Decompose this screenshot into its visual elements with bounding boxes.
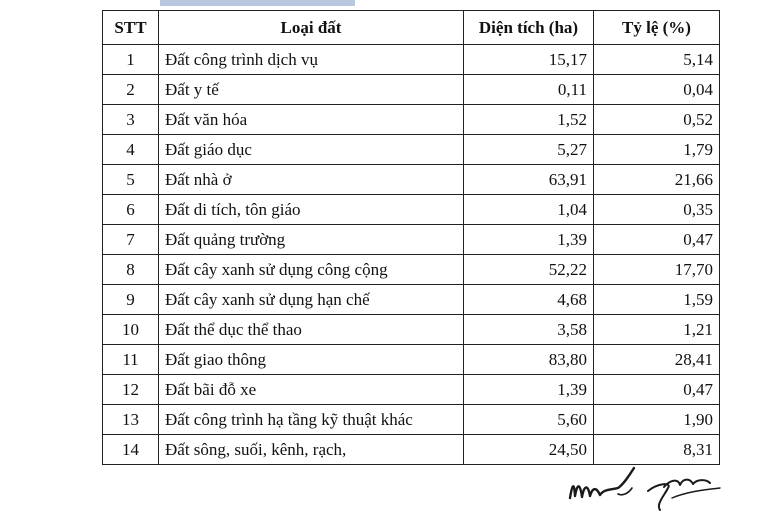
row-land-type: Đất giáo dục [159, 135, 464, 165]
row-stt: 8 [103, 255, 159, 285]
row-land-type: Đất nhà ở [159, 165, 464, 195]
row-land-type: Đất cây xanh sử dụng công cộng [159, 255, 464, 285]
row-area: 1,39 [464, 225, 594, 255]
row-land-type: Đất công trình dịch vụ [159, 45, 464, 75]
row-land-type: Đất cây xanh sử dụng hạn chế [159, 285, 464, 315]
row-stt: 6 [103, 195, 159, 225]
row-area: 1,04 [464, 195, 594, 225]
row-stt: 14 [103, 435, 159, 465]
signature-1-tail [618, 488, 632, 495]
table-row [103, 45, 720, 75]
table-row [103, 75, 720, 105]
header-area: Diện tích (ha) [464, 11, 594, 45]
header-land-type: Loại đất [159, 11, 464, 45]
row-ratio: 0,52 [594, 105, 720, 135]
row-stt: 11 [103, 345, 159, 375]
land-use-table [102, 10, 720, 465]
row-land-type: Đất di tích, tôn giáo [159, 195, 464, 225]
table-row [103, 135, 720, 165]
row-ratio: 21,66 [594, 165, 720, 195]
row-land-type: Đất văn hóa [159, 105, 464, 135]
row-area: 15,17 [464, 45, 594, 75]
row-land-type: Đất thể dục thể thao [159, 315, 464, 345]
row-area: 1,39 [464, 375, 594, 405]
row-ratio: 1,90 [594, 405, 720, 435]
table-row [103, 165, 720, 195]
row-area: 52,22 [464, 255, 594, 285]
row-land-type: Đất sông, suối, kênh, rạch, [159, 435, 464, 465]
row-ratio: 1,21 [594, 315, 720, 345]
header-stt: STT [103, 11, 159, 45]
table-row [103, 255, 720, 285]
table-row [103, 105, 720, 135]
table-row [103, 405, 720, 435]
row-ratio: 5,14 [594, 45, 720, 75]
row-stt: 3 [103, 105, 159, 135]
row-area: 5,27 [464, 135, 594, 165]
table-header-row [103, 11, 720, 45]
row-ratio: 0,04 [594, 75, 720, 105]
table-row [103, 285, 720, 315]
row-stt: 10 [103, 315, 159, 345]
handwritten-signatures [560, 458, 740, 513]
row-stt: 5 [103, 165, 159, 195]
row-area: 0,11 [464, 75, 594, 105]
row-ratio: 1,79 [594, 135, 720, 165]
row-area: 63,91 [464, 165, 594, 195]
table-row [103, 375, 720, 405]
row-land-type: Đất y tế [159, 75, 464, 105]
row-area: 24,50 [464, 435, 594, 465]
table-row [103, 225, 720, 255]
row-area: 83,80 [464, 345, 594, 375]
row-stt: 7 [103, 225, 159, 255]
row-stt: 4 [103, 135, 159, 165]
row-area: 1,52 [464, 105, 594, 135]
header-ratio: Tỷ lệ (%) [594, 11, 720, 45]
row-ratio: 0,47 [594, 375, 720, 405]
row-ratio: 1,59 [594, 285, 720, 315]
row-area: 3,58 [464, 315, 594, 345]
row-stt: 2 [103, 75, 159, 105]
row-land-type: Đất giao thông [159, 345, 464, 375]
table-row [103, 315, 720, 345]
row-ratio: 0,47 [594, 225, 720, 255]
row-land-type: Đất công trình hạ tầng kỹ thuật khác [159, 405, 464, 435]
row-ratio: 17,70 [594, 255, 720, 285]
row-ratio: 28,41 [594, 345, 720, 375]
row-stt: 9 [103, 285, 159, 315]
row-ratio: 0,35 [594, 195, 720, 225]
row-area: 5,60 [464, 405, 594, 435]
table-row [103, 345, 720, 375]
row-stt: 12 [103, 375, 159, 405]
highlight-strip [160, 0, 355, 6]
row-ratio: 8,31 [594, 435, 720, 465]
row-land-type: Đất bãi đỗ xe [159, 375, 464, 405]
table-body [103, 45, 720, 465]
row-stt: 13 [103, 405, 159, 435]
row-land-type: Đất quảng trường [159, 225, 464, 255]
signature-2-stroke [672, 488, 720, 498]
table-row [103, 195, 720, 225]
row-area: 4,68 [464, 285, 594, 315]
row-stt: 1 [103, 45, 159, 75]
